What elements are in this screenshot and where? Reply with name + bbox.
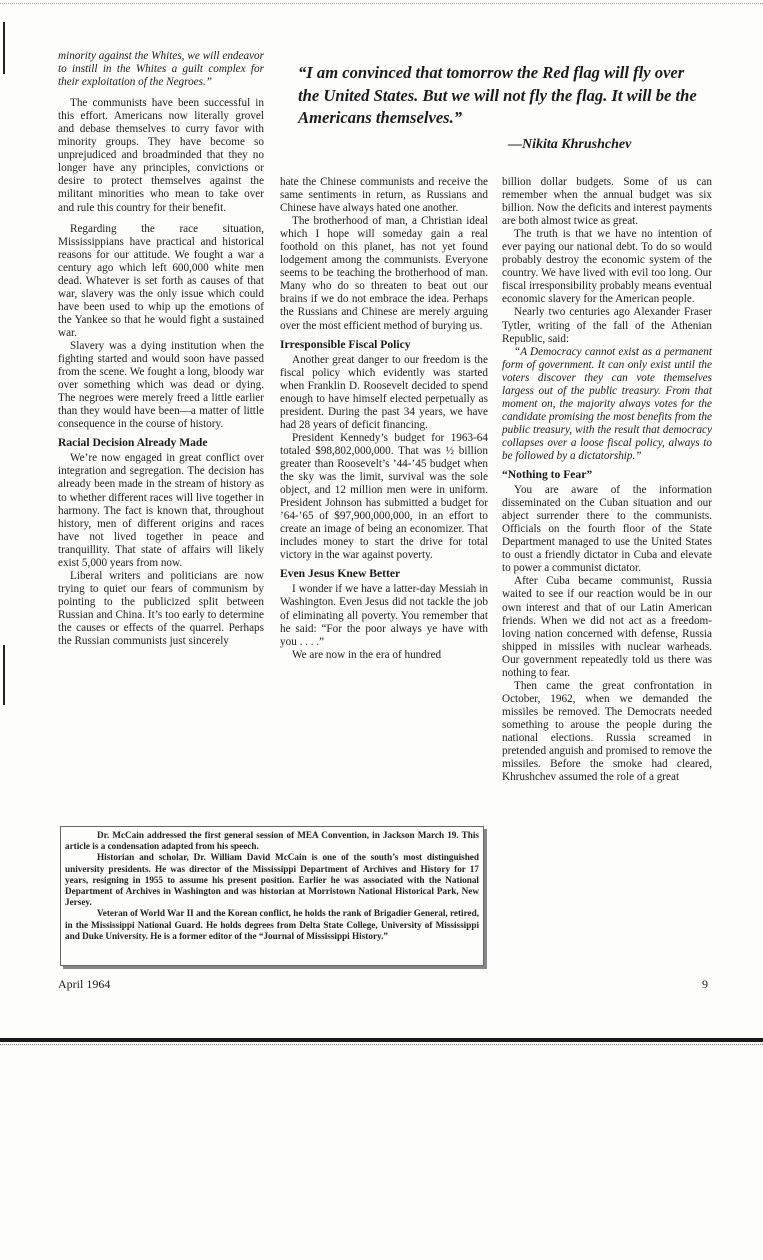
paragraph: The truth is that we have no intention of ever paying our national debt. To do so would probably destroy the economic system of the country. We have lived with evil too long. Our fiscal irresponsibility probably means eventual economic slavery for the American people. [502, 228, 712, 306]
scan-left-edge-mark [3, 22, 5, 74]
paragraph: Another great danger to our freedom is the fiscal policy which evidently was started when Franklin D. Roosevelt decided to spend enough to have himself elected perpetually as president. During the past 34 years, we have had 28 years of deficit financing. [280, 353, 488, 431]
paragraph: Nearly two centuries ago Alexander Fraser Tytler, writing of the fall of the Athenian Republic, said: [502, 306, 712, 345]
paragraph: I wonder if we have a latter-day Messiah in Washington. Even Jesus did not tackle the job of eliminating all poverty. You remember that he said: “For the poor always ye have with you . . . .” [280, 583, 488, 648]
scan-page-edge [0, 1038, 763, 1042]
scan-page-edge-shadow [0, 1044, 763, 1046]
paragraph: Regarding the race situation, Mississippians have practical and historical reasons for our attitude. We fought a war a century ago which left 600,000 white men dead. Whatever is set forth as causes of that war, slavery was the only issue which could have been used to whip up the emotions of the Yankee so that he would fight a sustained war. [58, 222, 264, 339]
paragraph: You are aware of the information disseminated on the Cuban situation and our abject surrender there to the communists. Officials on the fourth floor of the State Department managed to use the United States to oust a friendly dictator in Cuba and elevate to power a communist dictator. [502, 484, 712, 575]
article-column-1 [58, 50, 264, 648]
pull-quote-author: —Nikita Khrushchev [508, 137, 632, 152]
paragraph: President Kennedy’s budget for 1963-64 totaled $98,802,000,000. That was ½ billion greater than Roosevelt’s ’44-’45 budget when the sky was the limit, survival was the sole object, and 12 million men were in uniform. President Johnson has submitted a budget for ’64-’65 of $97,900,000,000, in an effort to create an image of being an economizer. That includes money to start the drive for total victory in the war against poverty. [280, 431, 488, 562]
issue-date: April 1964 [58, 977, 111, 991]
section-heading: Irresponsible Fiscal Policy [280, 337, 411, 351]
paragraph: billion dollar budgets. Some of us can remember when the annual budget was six billion. Now the deficits and interest payments are both almost twice as great. [502, 176, 712, 228]
paragraph: After Cuba became communist, Russia waited to see if our reaction would be in our own interest and that of our Latin American friends. When we did not act as a freedom-loving nation concerned with defense, Russia shipped in missiles with nuclear warheads. Our government repeatedly told us there was nothing to fear. [502, 575, 712, 679]
article-column-3 [502, 176, 712, 784]
paragraph: Liberal writers and politicians are now trying to quiet our fears of communism by pointing to the publicized split between Russian and China. It’s too early to determine the causes or effects of the quarrel. Perhaps the Russian communists just sincerely [58, 569, 264, 648]
section-heading: Racial Decision Already Made [58, 436, 208, 450]
paragraph: minority against the Whites, we will endeavor to instill in the Whites a guilt complex for their exploitation of the Negroes.” [58, 50, 264, 89]
paragraph: We are now in the era of hundred [292, 648, 442, 661]
paragraph: Slavery was a dying institution when the fighting started and would soon have passed from the scene. We fought a long, bloody war over something which was dead or dying. The negroes were merely freed a little earlier than they would have been—a matter of little consequence in the course of history. [58, 339, 264, 431]
section-heading: “Nothing to Fear” [502, 468, 593, 482]
scan-left-edge-mark [3, 645, 5, 705]
bio-paragraph: Veteran of World War II and the Korean conflict, he holds the rank of Brigadier General, retired, in the Mississippi National Guard. He holds degrees from Delta State College, University of Mississippi and Duke University. He is a former editor of the “Journal of Mississippi History.” [65, 908, 479, 941]
paragraph: The communists have been successful in this effort. Americans now literally grovel and debase themselves to curry favor with minority groups. They have become so unprejudiced and broadminded that they no longer have any principles, convictions or desire to protect themselves against the militant minorities who mean to take over and rule this country for their benefit. [58, 97, 264, 214]
article-column-2 [280, 176, 488, 662]
section-heading: Even Jesus Knew Better [280, 567, 401, 581]
page-number: 9 [702, 977, 708, 991]
bio-paragraph: Dr. McCain addressed the first general session of MEA Convention, in Jackson March 19. This article is a condensation adapted from his speech. [65, 830, 479, 852]
bio-paragraph: Historian and scholar, Dr. William David McCain is one of the south’s most distinguished university presidents. He was director of the Mississippi Department of Archives and History for 17 years, resigning in 1955 to assume his present position. Earlier he was associated with the National Department of Archives in Washington and was historian at Morristown National Historical Park, New Jersey. [65, 852, 479, 908]
author-bio-box [60, 826, 484, 966]
paragraph: We’re now engaged in great conflict over integration and segregation. The decision has already been made in the stream of history as to whether different races will live together in harmony. The fact is known that, throughout history, men of different origins and races have not lived together in peace and tranquillity. That state of affairs will likely exist 5,000 years from now. [58, 452, 264, 569]
paragraph: hate the Chinese communists and receive the same sentiments in return, as Russians and Chinese have always hated one another. [280, 176, 488, 215]
scan-top-edge [0, 3, 763, 4]
pull-quote: “I am convinced that tomorrow the Red flag will fly over the United States. But we will not fly the flag. It will be the Americans themselves.” [298, 63, 697, 127]
quoted-paragraph: “A Democracy cannot exist as a permanent form of government. It can only exist until the voters discover they can vote themselves largess out of the public treasury. From that moment on, the majority always votes for the candidate promising the most benefits from the public treasury, with the result that democracy collapses over a loose fiscal policy, always to be followed by a dictatorship.” [502, 345, 712, 462]
paragraph: Then came the great confrontation in October, 1962, when we demanded the missiles be removed. The Democrats needed something to arouse the people during the national elections. Russia screamed in pretended anguish and promised to remove the missiles. Before the smoke had cleared, Khrushchev assumed the role of a great [502, 679, 712, 784]
paragraph: The brotherhood of man, a Christian ideal which I hope will someday gain a real foothold on this planet, has not yet found lodgement among the communists. Everyone seems to be teaching the brotherhood of man. Many who do so threaten to beat out our brains if we do not embrace the idea. Perhaps the Russians and Chinese are merely arguing over the most efficient method of burying us. [280, 215, 488, 332]
